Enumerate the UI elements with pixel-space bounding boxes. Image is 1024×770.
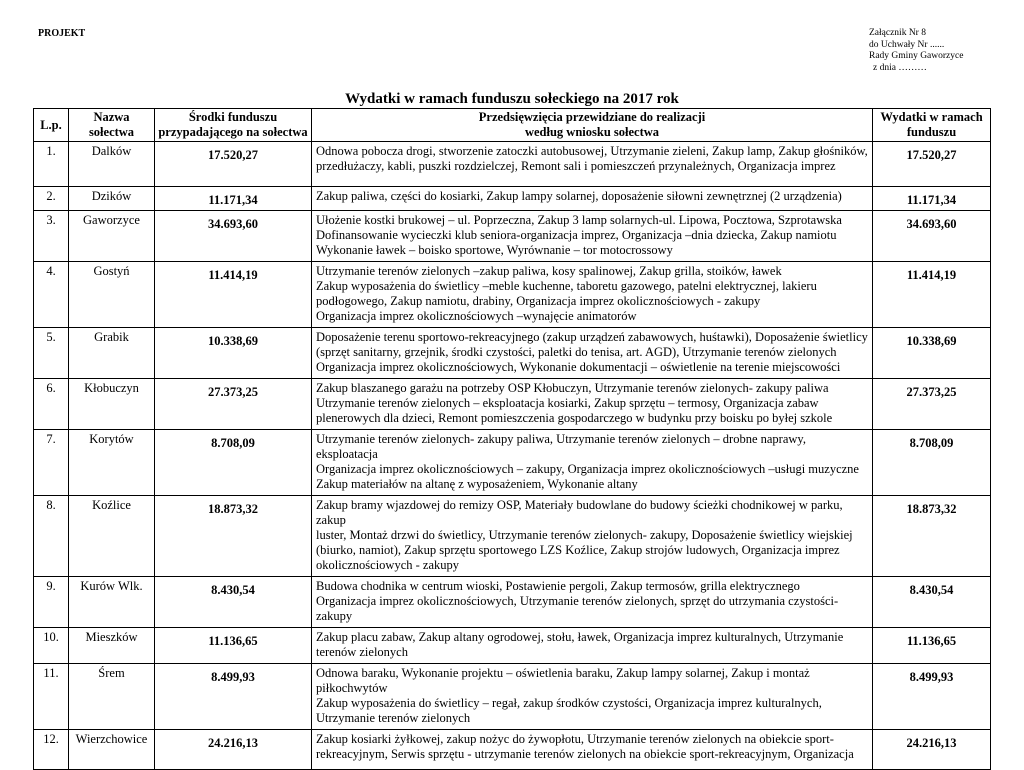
- task-line: Utrzymanie terenów zielonych –zakup paliwa, kosy spalinowej, Zakup grilla, stoików, ławek: [316, 264, 782, 278]
- task-line: Utrzymanie terenów zielonych: [316, 711, 471, 725]
- expense-amount: 11.171,34: [873, 187, 991, 211]
- planned-tasks: [312, 262, 873, 328]
- attachment-line: Załącznik Nr 8: [869, 28, 926, 38]
- task-line: plenerowych dla dzieci, Remont pomieszczenia gospodarczego w budynku przy boisku po byłej szkole: [316, 411, 833, 425]
- task-line: Utrzymanie terenów zielonych- zakupy paliwa, Utrzymanie terenów zielonych – drobne naprawy, eksploatacja: [316, 432, 806, 461]
- header-tasks: [312, 109, 873, 142]
- fund-amount: 11.171,34: [155, 187, 312, 211]
- task-line: Wykonanie ławek – boisko sportowe, Wyrównanie – tor motocrossowy: [316, 243, 673, 257]
- task-line: podłogowego, Zakup namiotu, drabiny, Organizacja imprez okolicznościowych - zakupy: [316, 294, 761, 308]
- task-line: luster, Montaż drzwi do świetlicy, Utrzymanie terenów zielonych- zakupy, Doposażenie świetlicy wiejskiej: [316, 528, 853, 542]
- fund-amount: 8.430,54: [155, 577, 312, 628]
- task-line: Zakup materiałów na altanę z wyposażeniem, Wykonanie altany: [316, 477, 638, 491]
- header-expenses-line: Wydatki w ramach: [880, 110, 983, 124]
- task-line: (biurko, namiot), Zakup sprzętu sportowego LZS Koźlice, Zakup strojów ludowych, Organizacja imprez: [316, 543, 840, 557]
- task-line: Zakup placu zabaw, Zakup altany ogrodowej, stołu, ławek, Organizacja imprez kulturalnych, Utrzymanie: [316, 630, 844, 644]
- task-line: Organizacja imprez okolicznościowych –wynajęcie animatorów: [316, 309, 637, 323]
- header-fund-line: przypadającego na sołectwa: [158, 125, 308, 139]
- attachment-line: z dnia ………: [873, 62, 927, 73]
- expense-amount: 11.414,19: [873, 262, 991, 328]
- village-name: Kłobuczyn: [69, 379, 155, 430]
- planned-tasks: [312, 577, 873, 628]
- task-line: Dofinansowanie wycieczki klub seniora-organizacja imprez, Organizacja –dnia dziecka, Zakup namiotu: [316, 228, 837, 242]
- task-line: Odnowa baraku, Wykonanie projektu – oświetlenia baraku, Zakup lampy solarnej, Zakup i montaż piłkochwytów: [316, 666, 810, 695]
- village-name: Grabik: [69, 328, 155, 379]
- table-row: [34, 211, 991, 262]
- planned-tasks: [312, 730, 873, 770]
- table-row: [34, 664, 991, 730]
- planned-tasks: [312, 628, 873, 664]
- planned-tasks: [312, 187, 873, 211]
- table-row: [34, 379, 991, 430]
- attachment-line: Rady Gminy Gaworzyce: [869, 51, 964, 61]
- table-row: [34, 142, 991, 187]
- village-name: Gaworzyce: [69, 211, 155, 262]
- fund-amount: 8.499,93: [155, 664, 312, 730]
- expense-amount: 11.136,65: [873, 628, 991, 664]
- row-number: 8.: [34, 496, 69, 577]
- row-number: 3.: [34, 211, 69, 262]
- document-title: Wydatki w ramach funduszu sołeckiego na 2017 rok: [345, 91, 679, 107]
- row-number: 9.: [34, 577, 69, 628]
- fund-amount: 34.693,60: [155, 211, 312, 262]
- row-number: 2.: [34, 187, 69, 211]
- task-line: Organizacja imprez okolicznościowych – zakupy, Organizacja imprez okolicznościowych –usługi muzyczne: [316, 462, 859, 476]
- row-number: 6.: [34, 379, 69, 430]
- header-name-line: sołectwa: [88, 125, 135, 139]
- task-line: terenów zielonych: [316, 645, 408, 659]
- row-number: 1.: [34, 142, 69, 187]
- expense-amount: 8.430,54: [873, 577, 991, 628]
- task-line: Zakup blaszanego garażu na potrzeby OSP Kłobuczyn, Utrzymanie terenów zielonych- zakupy paliwa: [316, 381, 829, 395]
- task-line: (sprzęt sanitarny, grzejnik, środki czystości, paletki do tenisa, art. AGD), Utrzymanie terenów zielonych: [316, 345, 837, 359]
- attachment-note: [869, 28, 963, 74]
- header-fund-line: Środki funduszu: [188, 110, 278, 124]
- row-number: 5.: [34, 328, 69, 379]
- village-name: Dalków: [69, 142, 155, 187]
- table-row: [34, 430, 991, 496]
- task-line: Odnowa pobocza drogi, stworzenie zatoczki autobusowej, Utrzymanie zieleni, Zakup lamp, Zakup głośników,: [316, 144, 868, 158]
- row-number: 10.: [34, 628, 69, 664]
- header-expenses: [873, 109, 991, 142]
- village-name: Kurów Wlk.: [69, 577, 155, 628]
- header-lp: L.p.: [34, 109, 69, 142]
- expense-amount: 8.499,93: [873, 664, 991, 730]
- planned-tasks: [312, 142, 873, 187]
- task-line: Organizacja imprez okolicznościowych, Wykonanie dokumentacji – oświetlenie na terenie miejscowości: [316, 360, 841, 374]
- row-number: 7.: [34, 430, 69, 496]
- task-line: Doposażenie terenu sportowo-rekreacyjnego (zakup urządzeń zabawowych, huśtawki), Doposażenie świetlicy: [316, 330, 868, 344]
- expense-amount: 34.693,60: [873, 211, 991, 262]
- header-fund: [155, 109, 312, 142]
- village-name: Wierzchowice: [69, 730, 155, 770]
- table-row: [34, 262, 991, 328]
- table-row: [34, 328, 991, 379]
- fund-amount: 8.708,09: [155, 430, 312, 496]
- task-line: Budowa chodnika w centrum wioski, Postawienie pergoli, Zakup termosów, grilla elektrycznego: [316, 579, 800, 593]
- row-number: 12.: [34, 730, 69, 770]
- planned-tasks: [312, 664, 873, 730]
- planned-tasks: [312, 496, 873, 577]
- table-row: [34, 577, 991, 628]
- village-name: Śrem: [69, 664, 155, 730]
- fund-amount: 11.136,65: [155, 628, 312, 664]
- expense-amount: 17.520,27: [873, 142, 991, 187]
- planned-tasks: [312, 430, 873, 496]
- expense-amount: 27.373,25: [873, 379, 991, 430]
- header-name: [69, 109, 155, 142]
- village-name: Mieszków: [69, 628, 155, 664]
- expense-amount: 8.708,09: [873, 430, 991, 496]
- task-line: Zakup kosiarki żyłkowej, zakup nożyc do żywopłotu, Utrzymanie terenów zielonych na obiekcie sport-: [316, 732, 834, 746]
- task-line: Zakup bramy wjazdowej do remizy OSP, Materiały budowlane do budowy ścieżki chodnikowej w parku, zakup: [316, 498, 843, 527]
- village-name: Dzików: [69, 187, 155, 211]
- expense-amount: 18.873,32: [873, 496, 991, 577]
- fund-amount: 27.373,25: [155, 379, 312, 430]
- table-row: [34, 496, 991, 577]
- village-name: Korytów: [69, 430, 155, 496]
- header-name-line: Nazwa: [93, 110, 130, 124]
- project-label: PROJEKT: [38, 28, 86, 39]
- task-line: Organizacja imprez okolicznościowych, Utrzymanie terenów zielonych, sprzęt do utrzymania czystości- zakupy: [316, 594, 839, 623]
- village-name: Koźlice: [69, 496, 155, 577]
- task-line: Zakup wyposażenia do świetlicy –meble kuchenne, taboretu gazowego, patelni elektrycznej, lakieru: [316, 279, 817, 293]
- task-line: Zakup paliwa, części do kosiarki, Zakup lampy solarnej, doposażenie siłowni zewnętrznej (2 urządzenia): [316, 189, 842, 203]
- planned-tasks: [312, 379, 873, 430]
- task-line: Ułożenie kostki brukowej – ul. Poprzeczna, Zakup 3 lamp solarnych-ul. Lipowa, Pocztowa, Szprotawska: [316, 213, 842, 227]
- row-number: 11.: [34, 664, 69, 730]
- task-line: przedłużaczy, kabli, puszki rozdzielczej, Remont sali i pomieszczeń przynależnych, Organizacja imprez: [316, 159, 836, 173]
- fund-amount: 17.520,27: [155, 142, 312, 187]
- header-tasks-line: Przedsięwzięcia przewidziane do realizacji: [478, 110, 706, 124]
- attachment-line: do Uchwały Nr ......: [869, 39, 945, 50]
- fund-amount: 24.216,13: [155, 730, 312, 770]
- fund-table: [33, 108, 991, 770]
- fund-amount: 18.873,32: [155, 496, 312, 577]
- table-row: [34, 730, 991, 770]
- table-body: [34, 142, 991, 770]
- village-name: Gostyń: [69, 262, 155, 328]
- task-line: okolicznościowych - zakupy: [316, 558, 460, 572]
- fund-amount: 10.338,69: [155, 328, 312, 379]
- table-row: [34, 187, 991, 211]
- task-line: rekreacyjnym, Serwis sprzętu - utrzymanie terenów zielonych na obiekcie sport-rekreacyjnym, Organizacja: [316, 747, 854, 761]
- row-number: 4.: [34, 262, 69, 328]
- task-line: Zakup wyposażenia do świetlicy – regał, zakup środków czystości, Organizacja imprez kulturalnych,: [316, 696, 822, 710]
- planned-tasks: [312, 328, 873, 379]
- table-row: [34, 628, 991, 664]
- planned-tasks: [312, 211, 873, 262]
- header-tasks-line: według wniosku sołectwa: [524, 125, 660, 139]
- task-line: Utrzymanie terenów zielonych – eksploatacja kosiarki, Zakup sprzętu – termosy, Organizacja zabaw: [316, 396, 819, 410]
- expense-amount: 24.216,13: [873, 730, 991, 770]
- expense-amount: 10.338,69: [873, 328, 991, 379]
- table-header-row: [34, 109, 991, 142]
- header-expenses-line: funduszu: [906, 125, 957, 139]
- fund-amount: 11.414,19: [155, 262, 312, 328]
